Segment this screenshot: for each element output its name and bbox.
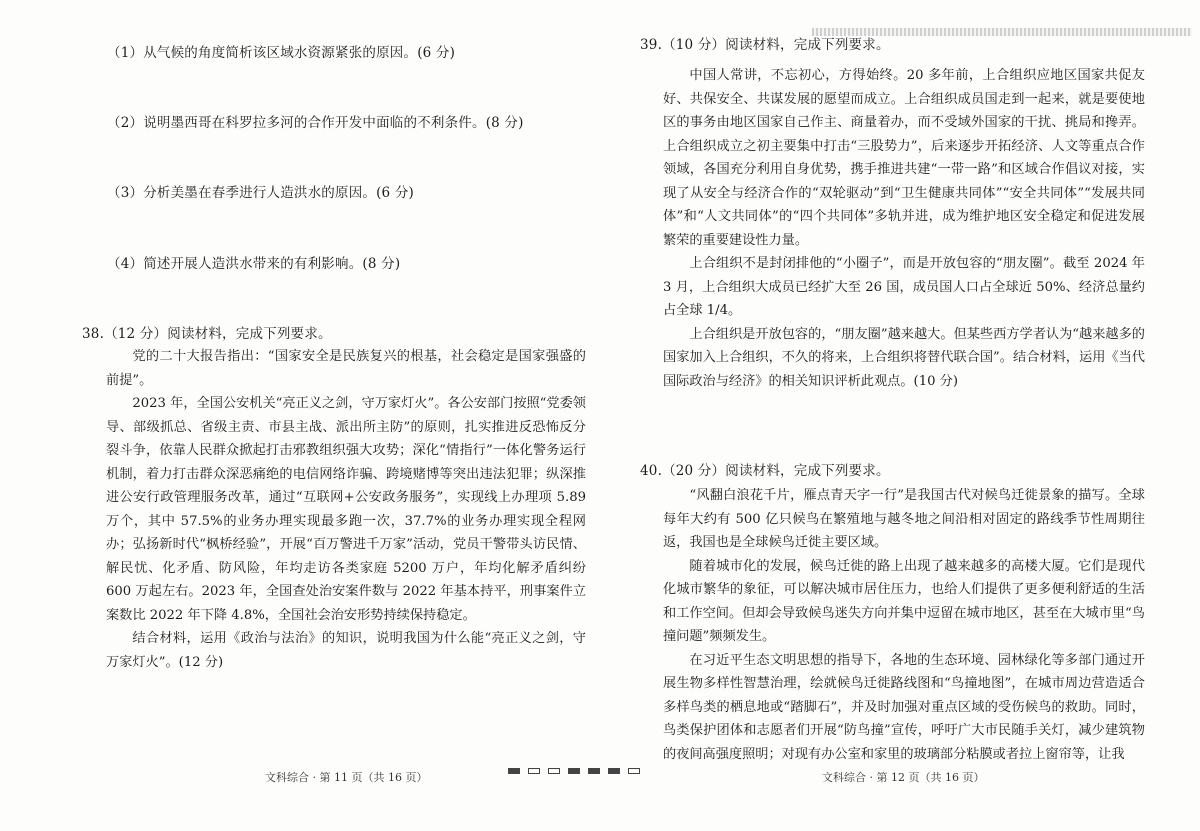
- q39-paragraph-3: 上合组织是开放包容的，“朋友圈”越来越大。但某些西方学者认为“越来越多的国家加入上合组织，不久的将来，上合组织将替代联合国”。结合材料，运用《当代国际政治与经济》的相关知识评析此观点。(10 分): [663, 326, 1145, 389]
- q39-material: [663, 64, 1145, 393]
- q38-paragraph-3: 结合材料，运用《政治与法治》的知识，说明我国为什么能“亮正义之剑，守万家灯火”。(12 分): [106, 631, 586, 670]
- q39-paragraph-2: 上合组织不是封闭排他的“小圈子”，而是开放包容的“朋友圈”。截至 2024 年 3 月，上合组织大成员已经扩大至 26 国，成员国人口占全球近 50%、经济总量约占全球 1/4。: [663, 256, 1145, 318]
- q37-subquestion-3: （3）分析美墨在春季进行人造洪水的原因。(6 分): [107, 185, 415, 201]
- q40-paragraph-2: 随着城市化的发展，候鸟迁徙的路上出现了越来越多的高楼大厦。它们是现代化城市繁华的象征，可以解决城市居住压力，也给人们提供了更多便利舒适的生活和工作空间。但却会导致候鸟迷失方向并集中逗留在城市地区，甚至在大城市里“鸟撞问题”频频发生。: [663, 558, 1145, 644]
- registration-mark: [568, 768, 580, 774]
- q37-subquestion-1: （1）从气候的角度简析该区域水资源紧张的原因。(6 分): [107, 45, 456, 61]
- registration-mark: [508, 768, 520, 774]
- registration-mark: [588, 768, 600, 774]
- q39-header: 39.（10 分）阅读材料，完成下列要求。: [640, 37, 890, 53]
- q40-header: 40.（20 分）阅读材料，完成下列要求。: [640, 463, 890, 479]
- q38-paragraph-2: 2023 年，全国公安机关“亮正义之剑，守万家灯火”。各公安部门按照“党委领导、部级抓总、省级主责、市县主战、派出所主防”的原则，扎实推进反恐怖反分裂斗争，依靠人民群众掀起打击邪教组织强大攻势；深化“情指行”一体化警务运行机制，着力打击群众深恶痛绝的电信网络诈骗、跨境赌博等突出违法犯罪；纵深推进公安行政管理服务改革，通过“互联网+公安政务服务”，实现线上办理项 5.89 万个，其中 57.5%的业务办理实现最多跑一次，37.7%的业务办理实现全程网办；弘扬新时代“枫桥经验”，开展“百万警进千万家”活动，党员干警带头访民情、解民忧、化矛盾、防风险，年均走访各类家庭 5200 万户，年均化解矛盾纠纷 600 万起左右。2023 年，全国查处治安案件数与 2022 年基本持平，刑事案件立案数比 2022 年下降 4.8%，全国社会治安形势持续保持稳定。: [106, 396, 586, 623]
- q40-material: [663, 484, 1145, 766]
- q39-paragraph-1: 中国人常讲，不忘初心，方得始终。20 多年前，上合组织应地区国家共促友好、共保安全、共谋发展的愿望而成立。上合组织成员国走到一起来，就是要使地区的事务由地区国家自己作主、商量着办，而不受域外国家的干扰、挑局和搀弄。上合组织成立之初主要集中打击“三股势力”，后来逐步开拓经济、人文等重点合作领域，各国充分利用自身优势，携手推进共建“一带一路”和区域合作倡议对接，实现了从安全与经济合作的“双轮驱动”到“卫生健康共同体”“安全共同体”“发展共同体”和“人文共同体”的“四个共同体”多轨并进，成为维护地区安全稳定和促进发展繁荣的重要建设性力量。: [663, 68, 1145, 248]
- q38-paragraph-1: 党的二十大报告指出：“国家安全是民族复兴的根基，社会稳定是国家强盛的前提”。: [106, 349, 586, 388]
- q40-paragraph-3: 在习近平生态文明思想的指导下，各地的生态环境、园林绿化等多部门通过开展生物多样性智慧治理，绘就候鸟迁徙路线图和“鸟撞地图”，在城市周边营造适合多样鸟类的栖息地或“踏脚石”，并及时加强对重点区域的受伤候鸟的救助。同时，鸟类保护团体和志愿者们开展“防鸟撞”宣传，呼吁广大市民随手关灯，减少建筑物的夜间高强度照明；对现有办公室和家里的玻璃部分粘膜或者拉上窗帘等，让我: [663, 652, 1145, 762]
- q38-material: [106, 345, 586, 674]
- q40-paragraph-1: “风翻白浪花千片，雁点青天字一行”是我国古代对候鸟迁徙景象的描写。全球每年大约有 500 亿只候鸟在繁殖地与越冬地之间沿相对固定的路线季节性周期往返，我国也是全球候鸟迁徙主要区域。: [663, 488, 1145, 550]
- page-footer-left: 文科综合 · 第 11 页（共 16 页）: [265, 771, 428, 784]
- right-page: [600, 0, 1200, 831]
- registration-mark: [528, 768, 540, 774]
- page-footer-right: 文科综合 · 第 12 页（共 16 页）: [822, 771, 985, 784]
- q37-subquestion-4: （4）简述开展人造洪水带来的有利影响。(8 分): [107, 256, 401, 272]
- registration-mark: [548, 768, 560, 774]
- q37-subquestion-2: （2）说明墨西哥在科罗拉多河的合作开发中面临的不利条件。(8 分): [107, 115, 524, 131]
- q38-header: 38.（12 分）阅读材料，完成下列要求。: [82, 326, 332, 342]
